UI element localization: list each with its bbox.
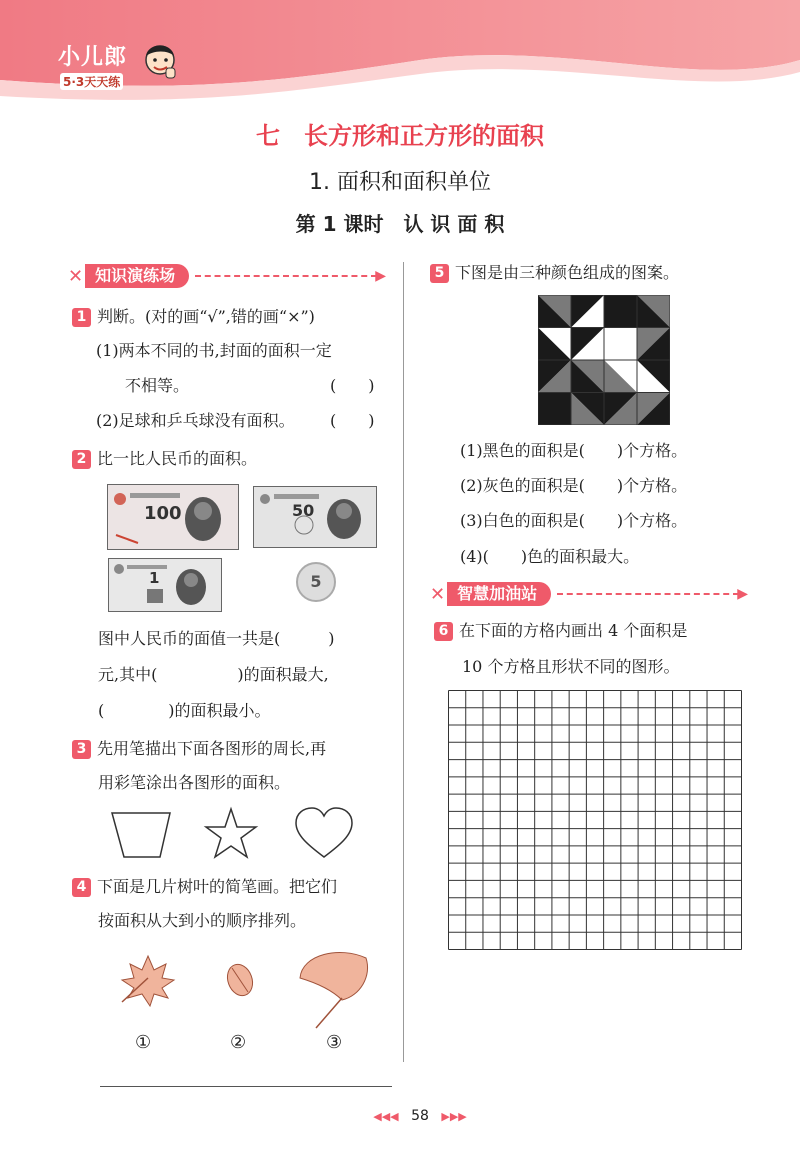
- wisdom-banner: [430, 582, 748, 606]
- bill-50-value: 50: [292, 501, 315, 520]
- q2-text: 比一比人民币的面积。: [97, 449, 258, 468]
- q5-item1: (1)黑色的面积是( )个方格。: [460, 441, 688, 460]
- q1-item2-blank[interactable]: ( ): [330, 411, 375, 430]
- q2-line1: 图中人民币的面值一共是( ): [98, 629, 335, 648]
- footer-rule: [100, 1086, 392, 1087]
- q5-number: 5: [430, 264, 449, 283]
- q4-stem: [72, 876, 337, 898]
- q6-drawing-grid[interactable]: [448, 690, 742, 950]
- q3-shapes: [108, 805, 370, 863]
- q5-item2: (2)灰色的面积是( )个方格。: [460, 476, 688, 495]
- q1-stem: [72, 306, 315, 328]
- q2-stem: [72, 448, 257, 470]
- bill-100-value: 100: [144, 503, 182, 524]
- section-title: 1. 面积和面积单位: [309, 170, 491, 195]
- coin-5-image: 5: [296, 562, 336, 602]
- mascot-icon: [140, 38, 180, 84]
- practice-banner: [68, 264, 386, 288]
- logo: 小儿郎: [58, 45, 128, 70]
- arrow-right-icon: ▶: [375, 268, 386, 284]
- q5-pattern: [538, 295, 670, 425]
- small-leaf-icon: [223, 961, 256, 999]
- q4-text-line1: 下面是几片树叶的简笔画。把它们: [97, 877, 338, 896]
- arrow-right-icon: ▶: [737, 586, 748, 602]
- star-shape: [206, 809, 256, 857]
- q1-item2: (2)足球和乒乓球没有面积。: [96, 411, 295, 430]
- q2-number: 2: [72, 450, 91, 469]
- lesson-title: 第 1 课时 认 识 面 积: [295, 212, 505, 236]
- leaf-label-2: ②: [230, 1032, 247, 1053]
- q3-stem: [72, 738, 326, 760]
- banner-dash: [557, 593, 739, 595]
- wisdom-banner-label: 智慧加油站: [447, 582, 551, 606]
- q3-text-line2: 用彩笔涂出各图形的面积。: [98, 773, 291, 792]
- ginkgo-leaf-icon: [300, 952, 368, 1028]
- leaf-label-3: ③: [326, 1032, 343, 1053]
- heart-shape: [296, 808, 352, 857]
- chapter-title: 七 长方形和正方形的面积: [256, 122, 544, 150]
- bill-50-image: [253, 486, 377, 548]
- q5-item3: (3)白色的面积是( )个方格。: [460, 511, 688, 530]
- q4-text-line2: 按面积从大到小的顺序排列。: [98, 911, 307, 930]
- q4-leaves: [110, 948, 380, 1032]
- logo-subtitle: 5·3天天练: [60, 73, 123, 90]
- leaf-label-1: ①: [135, 1032, 152, 1053]
- q6-text-line2: 10 个方格且形状不同的图形。: [462, 657, 680, 676]
- q5-stem: [430, 262, 679, 284]
- trapezoid-shape: [112, 813, 170, 857]
- q1-item1-line1: (1)两本不同的书,封面的面积一定: [96, 341, 332, 360]
- q3-number: 3: [72, 740, 91, 759]
- bill-1-value: 1: [149, 569, 160, 587]
- q1-text: 判断。(对的画“√”,错的画“×”): [97, 307, 315, 326]
- q2-line2: 元,其中( )的面积最大,: [98, 665, 329, 684]
- q1-item1-line2: 不相等。: [125, 376, 190, 395]
- q6-stem: [434, 620, 687, 642]
- q1-item1-blank[interactable]: ( ): [330, 376, 375, 395]
- banner-mark-icon: ✕: [68, 265, 84, 287]
- arrows-right-icon: ▶▶▶: [441, 1110, 467, 1123]
- q2-line3: ( )的面积最小。: [98, 701, 271, 720]
- page-number: [360, 1108, 480, 1124]
- bill-1-image: [108, 558, 222, 612]
- q4-number: 4: [72, 878, 91, 897]
- bill-100-image: [107, 484, 239, 550]
- banner-mark-icon: ✕: [430, 583, 446, 605]
- banner-dash: [195, 275, 377, 277]
- q6-number: 6: [434, 622, 453, 641]
- maple-leaf-icon: [122, 956, 174, 1006]
- q6-text-line1: 在下面的方格内画出 4 个面积是: [459, 621, 688, 640]
- practice-banner-label: 知识演练场: [85, 264, 189, 288]
- page-number-value: 58: [411, 1108, 429, 1124]
- q1-number: 1: [72, 308, 91, 327]
- arrows-left-icon: ◀◀◀: [373, 1110, 399, 1123]
- q5-item4: (4)( )色的面积最大。: [460, 547, 640, 566]
- q3-text-line1: 先用笔描出下面各图形的周长,再: [97, 739, 327, 758]
- column-divider: [403, 262, 404, 1062]
- q5-text: 下图是由三种颜色组成的图案。: [455, 263, 680, 282]
